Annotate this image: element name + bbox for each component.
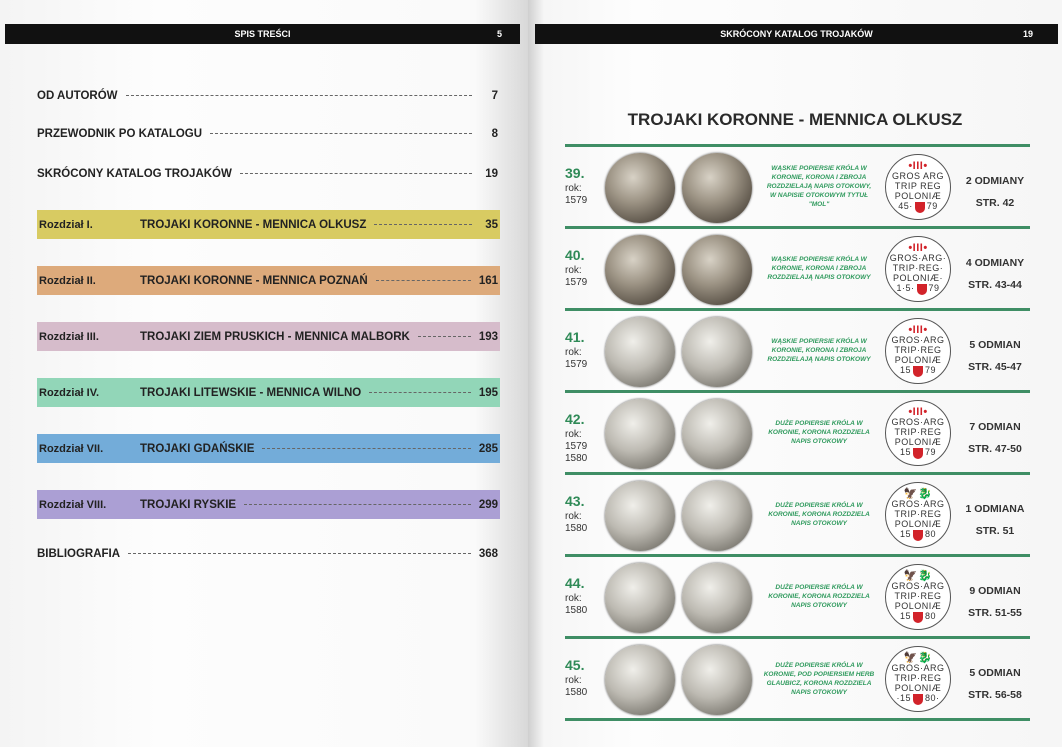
row-years — [565, 593, 587, 617]
chapter-number: Rozdział VII. — [39, 442, 104, 455]
chapter-title: TROJAKI KORONNE - MENNICA OLKUSZ — [140, 218, 367, 231]
catalog-row — [565, 229, 1030, 311]
reverse-legend-drawing — [885, 236, 951, 302]
row-years — [565, 429, 587, 465]
stamp-line: GROS·ARG — [891, 499, 945, 510]
shield-icon — [915, 202, 925, 213]
stamp-top: •III• — [908, 406, 928, 419]
stamp-line: TRIP·REG — [894, 345, 942, 356]
coin-reverse-image — [682, 399, 752, 469]
reverse-legend-drawing — [885, 154, 951, 220]
row-number: 44. — [565, 575, 585, 591]
stamp-top: 🦅🐉 — [903, 488, 933, 501]
coin-reverse-image — [682, 563, 752, 633]
date-right: 80 — [925, 611, 937, 622]
variants — [960, 252, 1030, 296]
shield-icon — [917, 284, 927, 295]
catalog-title: TROJAKI KORONNE - MENNICA OLKUSZ — [627, 110, 963, 129]
row-description: DUŻE POPIERSIE KRÓLA W KORONIE, KORONA ROZDZIELA NAPIS OTOKOWY — [768, 420, 870, 445]
reverse-legend-drawing — [885, 318, 951, 384]
variants-pages: STR. 42 — [975, 197, 1015, 209]
toc-entry[interactable] — [37, 159, 500, 188]
row-years — [565, 347, 587, 371]
stamp-line: TRIP·REG — [894, 427, 942, 438]
year: 1579 — [565, 195, 588, 206]
right-page-number: 19 — [1022, 29, 1033, 39]
shield-icon — [913, 612, 923, 623]
reverse-legend-drawing — [885, 564, 951, 630]
coin-obverse-image — [605, 317, 675, 387]
catalog-row — [565, 475, 1030, 557]
left-page — [0, 0, 528, 747]
stamp-date — [900, 529, 936, 540]
chapter-page: 195 — [478, 386, 498, 399]
toc-entry-label: PRZEWODNIK PO KATALOGU — [37, 127, 203, 140]
toc-entry-label: OD AUTORÓW — [37, 89, 118, 102]
stamp-top: 🦅🐉 — [903, 652, 933, 665]
stamp-line: GROS·ARG· — [889, 253, 947, 264]
coin-reverse-image — [682, 645, 752, 715]
variants-count: 4 ODMIANY — [965, 257, 1025, 269]
variants-pages: STR. 51 — [975, 525, 1015, 537]
variants-count: 5 ODMIAN — [969, 339, 1021, 351]
chapter-page: 285 — [478, 442, 498, 455]
row-number: 41. — [565, 329, 585, 345]
row-number: 39. — [565, 165, 585, 181]
toc-entry-label: SKRÓCONY KATALOG TROJAKÓW — [37, 167, 232, 180]
year: 1580 — [565, 523, 588, 534]
coin-obverse-image — [605, 481, 675, 551]
row-number: 42. — [565, 411, 585, 427]
stamp-line: GROS·ARG — [891, 417, 945, 428]
stamp-line: GROS·ARG — [891, 335, 945, 346]
variants-count: 7 ODMIAN — [969, 421, 1021, 433]
shield-icon — [913, 694, 923, 705]
stamp-line: POLONIÆ· — [892, 273, 943, 284]
variants-count: 1 ODMIANA — [965, 503, 1025, 515]
left-page-number: 5 — [496, 29, 502, 39]
variants — [960, 580, 1030, 624]
stamp-line: GROS ARG — [891, 171, 944, 182]
catalog-row — [565, 147, 1030, 229]
row-description: DUŻE POPIERSIE KRÓLA W KORONIE, POD POPIERSIEM HERB GLAUBICZ, KORONA ROZDZIELA NAPIS OTOKOWY — [763, 661, 875, 696]
left-header-bar — [5, 24, 520, 44]
stamp-date — [896, 283, 939, 294]
rok-label: rok: — [565, 511, 582, 522]
leader-dots — [210, 133, 472, 134]
stamp-line: TRIP REG — [894, 181, 942, 192]
stamp-line: GROS·ARG — [891, 581, 945, 592]
toc-chapter[interactable] — [37, 210, 500, 239]
coin-obverse-image — [605, 399, 675, 469]
leader-dots — [126, 95, 473, 96]
variants-pages: STR. 43-44 — [968, 279, 1022, 291]
variants-count: 9 ODMIAN — [969, 585, 1021, 597]
reverse-legend-drawing — [885, 646, 951, 712]
year: 1579 — [565, 277, 588, 288]
variants-count: 2 ODMIANY — [965, 175, 1025, 187]
toc-entry-page: 19 — [485, 167, 498, 180]
catalog-row — [565, 639, 1030, 721]
stamp-line: POLONIÆ — [894, 683, 942, 694]
rok-label: rok: — [565, 183, 582, 194]
date-right: 79 — [928, 283, 940, 294]
stamp-line: POLONIÆ — [894, 601, 942, 612]
rok-label: rok: — [565, 593, 582, 604]
year: 1579 — [565, 359, 588, 370]
row-years — [565, 183, 587, 207]
bibliography-label: BIBLIOGRAFIA — [37, 547, 121, 560]
date-left: 15 — [899, 611, 911, 622]
row-description: DUŻE POPIERSIE KRÓLA W KORONIE, KORONA ROZDZIELA NAPIS OTOKOWY — [768, 584, 870, 609]
toc-entry-page: 7 — [491, 89, 498, 102]
chapter-number: Rozdział III. — [39, 330, 99, 343]
shield-icon — [913, 530, 923, 541]
date-right: 79 — [926, 201, 938, 212]
date-right: 79 — [925, 365, 937, 376]
stamp-date — [900, 611, 936, 622]
leader-dots — [418, 336, 471, 337]
coin-reverse-image — [682, 317, 752, 387]
toc-entry[interactable] — [37, 119, 500, 148]
leader-dots — [369, 392, 471, 393]
row-number: 43. — [565, 493, 585, 509]
stamp-date — [900, 447, 936, 458]
chapter-title: TROJAKI LITEWSKIE - MENNICA WILNO — [140, 386, 362, 399]
row-number: 45. — [565, 657, 585, 673]
leader-dots — [262, 448, 470, 449]
variants — [960, 334, 1030, 378]
stamp-line: POLONIÆ — [894, 355, 942, 366]
stamp-line: POLONIÆ — [894, 191, 942, 202]
chapter-page: 299 — [478, 498, 498, 511]
shield-icon — [913, 366, 923, 377]
row-years — [565, 265, 587, 289]
coin-reverse-image — [682, 153, 752, 223]
chapter-title: TROJAKI KORONNE - MENNICA POZNAŃ — [140, 274, 368, 287]
rok-label: rok: — [565, 347, 582, 358]
catalog-row — [565, 557, 1030, 639]
reverse-legend-drawing — [885, 400, 951, 466]
stamp-date — [896, 693, 939, 704]
toc-chapter[interactable] — [37, 434, 500, 463]
catalog-row — [565, 393, 1030, 475]
stamp-top: •III• — [908, 242, 928, 255]
rok-label: rok: — [565, 429, 582, 440]
date-left: 1·5· — [896, 283, 915, 294]
toc-chapter[interactable] — [37, 266, 500, 295]
chapter-title: TROJAKI GDAŃSKIE — [140, 442, 255, 455]
date-right: 79 — [925, 447, 937, 458]
coin-reverse-image — [682, 235, 752, 305]
chapter-number: Rozdział I. — [39, 218, 93, 231]
chapter-page: 161 — [478, 274, 498, 287]
date-left: 15 — [899, 529, 911, 540]
stamp-line: POLONIÆ — [894, 519, 942, 530]
coin-obverse-image — [605, 645, 675, 715]
year: 1579 — [565, 441, 588, 452]
chapter-title: TROJAKI RYSKIE — [140, 498, 237, 511]
row-years — [565, 511, 587, 535]
row-description: WĄSKIE POPIERSIE KRÓLA W KORONIE, KORONA I ZBROJA ROZDZIELAJĄ NAPIS OTOKOWY — [767, 256, 871, 281]
variants — [960, 170, 1030, 214]
variants-pages: STR. 51-55 — [968, 607, 1022, 619]
catalog-row — [565, 311, 1030, 393]
row-description: WĄSKIE POPIERSIE KRÓLA W KORONIE, KORONA I ZBROJA ROZDZIELAJĄ NAPIS OTOKOWY, W NAPISIE OTOKOWYM TYTUŁ "MOL" — [766, 165, 872, 208]
date-right: 80 — [925, 529, 937, 540]
stamp-line: TRIP·REG· — [892, 263, 944, 274]
stamp-date — [898, 201, 938, 212]
date-left: 15 — [899, 365, 911, 376]
coin-obverse-image — [605, 235, 675, 305]
coin-obverse-image — [605, 563, 675, 633]
variants — [960, 498, 1030, 542]
stamp-top: •III• — [908, 324, 928, 337]
stamp-top: 🦅🐉 — [903, 570, 933, 583]
leader-dots — [244, 504, 471, 505]
date-left: ·15 — [896, 693, 911, 704]
variants-pages: STR. 56-58 — [968, 689, 1022, 701]
coin-obverse-image — [605, 153, 675, 223]
bibliography-page: 368 — [478, 547, 498, 560]
stamp-top: •III• — [908, 160, 928, 173]
stamp-line: TRIP·REG — [894, 509, 942, 520]
coin-reverse-image — [682, 481, 752, 551]
stamp-line: TRIP·REG — [894, 591, 942, 602]
row-description: DUŻE POPIERSIE KRÓLA W KORONIE, KORONA ROZDZIELA NAPIS OTOKOWY — [768, 502, 870, 527]
toc-chapter[interactable] — [37, 490, 500, 519]
leader-dots — [374, 224, 472, 225]
variants-pages: STR. 45-47 — [968, 361, 1022, 373]
stamp-line: GROS·ARG — [891, 663, 945, 674]
chapter-page: 193 — [478, 330, 498, 343]
variants — [960, 416, 1030, 460]
leader-dots — [240, 173, 472, 174]
stamp-date — [900, 365, 936, 376]
chapter-page: 35 — [485, 218, 498, 231]
toc-entry-page: 8 — [491, 127, 498, 140]
toc-bibliography[interactable] — [37, 539, 500, 568]
chapter-number: Rozdział II. — [39, 274, 96, 287]
year: 1580 — [565, 453, 588, 464]
shield-icon — [913, 448, 923, 459]
year: 1580 — [565, 605, 588, 616]
toc-chapter[interactable] — [37, 322, 500, 351]
row-years — [565, 675, 587, 699]
chapter-number: Rozdział VIII. — [39, 498, 107, 511]
rok-label: rok: — [565, 675, 582, 686]
date-right: 80· — [925, 693, 940, 704]
leader-dots — [128, 553, 471, 554]
variants — [960, 662, 1030, 706]
toc-chapter[interactable] — [37, 378, 500, 407]
stamp-line: TRIP·REG — [894, 673, 942, 684]
stamp-line: POLONIÆ — [894, 437, 942, 448]
chapter-title: TROJAKI ZIEM PRUSKICH - MENNICA MALBORK — [140, 330, 410, 343]
right-header-bar — [535, 24, 1058, 44]
reverse-legend-drawing — [885, 482, 951, 548]
rok-label: rok: — [565, 265, 582, 276]
date-left: 15 — [899, 447, 911, 458]
left-header-title: SPIS TREŚCI — [234, 29, 291, 39]
variants-pages: STR. 47-50 — [968, 443, 1022, 455]
row-description: WĄSKIE POPIERSIE KRÓLA W KORONIE, KORONA I ZBROJA ROZDZIELAJĄ NAPIS OTOKOWY — [767, 338, 871, 363]
toc-entry[interactable] — [37, 81, 500, 110]
year: 1580 — [565, 687, 588, 698]
right-header-title: SKRÓCONY KATALOG TROJAKÓW — [720, 29, 873, 39]
row-number: 40. — [565, 247, 585, 263]
variants-count: 5 ODMIAN — [969, 667, 1021, 679]
chapter-number: Rozdział IV. — [39, 386, 100, 399]
leader-dots — [376, 280, 471, 281]
date-left: 45· — [898, 201, 913, 212]
